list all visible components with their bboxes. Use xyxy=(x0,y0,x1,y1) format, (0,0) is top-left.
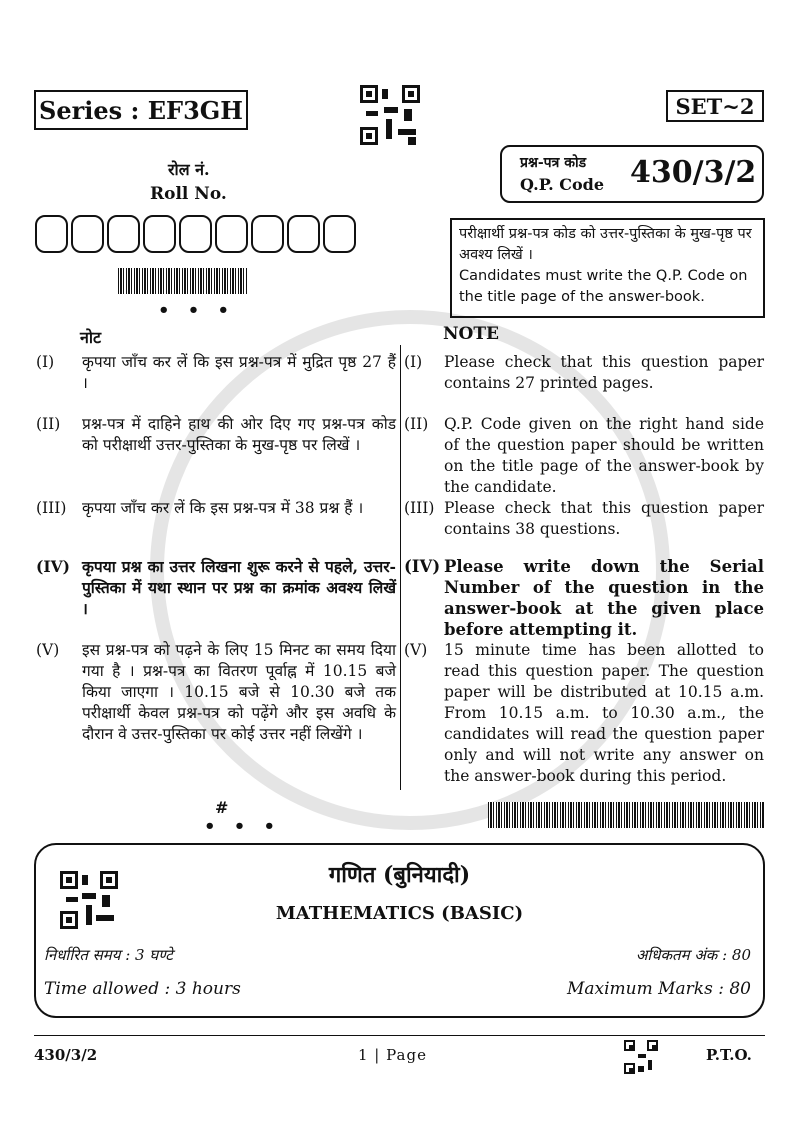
hash-mark: # xyxy=(215,798,229,817)
note-title-hindi: नोट xyxy=(80,328,102,347)
qp-label-hindi: प्रश्न-पत्र कोड xyxy=(520,155,587,171)
note-english-item: (III) Please check that this question paper contains 38 questions. xyxy=(404,499,764,538)
page-number: 1 | Page xyxy=(358,1046,427,1064)
roll-digit-box[interactable] xyxy=(251,215,284,253)
note-hindi-item: (II) प्रश्न-पत्र में दाहिने हाथ की ओर दिए गए प्रश्न-पत्र कोड को परीक्षार्थी उत्तर-पुस्तिका के मुख-पृष्ठ पर लिखें । xyxy=(36,415,396,454)
roll-digit-box[interactable] xyxy=(107,215,140,253)
max-marks-hindi: अधिकतम अंक : 80 xyxy=(635,946,751,964)
note-hindi-item: (V) इस प्रश्न-पत्र को पढ़ने के लिए 15 मिनट का समय दिया गया है । प्रश्न-पत्र का वितरण पूर्वाह्न में 10.15 बजे किया जाएगा । 10.15 बजे से 10.30 बजे तक परीक्षार्थी केवल प्रश्न-पत्र को पढ़ेंगे और इस अवधि के दौरान वे उत्तर-पुस्तिका पर कोई उत्तर नहीं लिखेंगे । xyxy=(36,641,396,743)
note-english-item: (V) 15 minute time has been allotted to read this question paper. The question paper will be distributed at 10.15 a.m. From 10.15 a.m. to 10.30 a.m., the candidates will read the question paper only and will not write any answer on the answer-book during this period. xyxy=(404,641,764,785)
qp-code-box xyxy=(500,145,764,203)
note-english-item: (II) Q.P. Code given on the right hand side of the question paper should be written on the title page of the answer-book by the candidate. xyxy=(404,415,764,496)
roll-digit-box[interactable] xyxy=(71,215,104,253)
time-allowed-hindi: निर्धारित समय : 3 घण्टे xyxy=(44,946,173,964)
max-marks-english: Maximum Marks : 80 xyxy=(566,979,751,999)
footer-rule xyxy=(34,1035,765,1036)
set-box: SET~2 xyxy=(666,90,764,122)
time-allowed-english: Time allowed : 3 hours xyxy=(44,979,241,999)
qr-code-icon xyxy=(624,1040,658,1074)
notice-english: Candidates must write the Q.P. Code on the title page of the answer-book. xyxy=(459,268,748,305)
footer-code: 430/3/2 xyxy=(34,1046,98,1064)
note-english-item: (IV) Please write down the Serial Number of the question in the answer-book at the given place before attempting it. xyxy=(404,557,764,639)
barcode-top xyxy=(118,268,248,294)
note-hindi-item: (I) कृपया जाँच कर लें कि इस प्रश्न-पत्र में मुद्रित पृष्ठ 27 हैं । xyxy=(36,353,396,392)
dots-top: • • • xyxy=(158,300,236,321)
qr-code-icon xyxy=(360,85,420,145)
qp-label-english: Q.P. Code xyxy=(520,175,605,194)
note-english-item: (I) Please check that this question paper contains 27 printed pages. xyxy=(404,353,764,392)
roll-number-boxes[interactable] xyxy=(35,215,356,253)
qp-code: 430/3/2 xyxy=(630,155,757,190)
notice-hindi: परीक्षार्थी प्रश्न-पत्र कोड को उत्तर-पुस्तिका के मुख-पृष्ठ पर अवश्य लिखें । xyxy=(459,226,752,263)
dots-bottom: • • • xyxy=(204,816,282,837)
note-hindi-item: (IV) कृपया प्रश्न का उत्तर लिखना शुरू करने से पहले, उत्तर-पुस्तिका में यथा स्थान पर प्रश्न का क्रमांक अवश्य लिखें । xyxy=(36,557,396,618)
roll-digit-box[interactable] xyxy=(215,215,248,253)
roll-label-english: Roll No. xyxy=(150,184,227,204)
roll-label-hindi: रोल नं. xyxy=(168,160,210,179)
subject-title-english: MATHEMATICS (BASIC) xyxy=(275,903,524,924)
roll-digit-box[interactable] xyxy=(287,215,320,253)
column-divider xyxy=(400,345,401,790)
roll-digit-box[interactable] xyxy=(179,215,212,253)
roll-digit-box[interactable] xyxy=(143,215,176,253)
subject-box xyxy=(34,843,765,1018)
qp-notice-box xyxy=(450,218,765,318)
roll-digit-box[interactable] xyxy=(35,215,68,253)
barcode-bottom xyxy=(488,802,764,828)
note-hindi-item: (III) कृपया जाँच कर लें कि इस प्रश्न-पत्र में 38 प्रश्न हैं । xyxy=(36,499,364,517)
pto-label: P.T.O. xyxy=(706,1046,752,1064)
series-box: Series : EF3GH xyxy=(34,90,248,130)
subject-title-hindi: गणित (बुनियादी) xyxy=(328,862,471,888)
roll-digit-box[interactable] xyxy=(323,215,356,253)
note-title-english: NOTE xyxy=(443,324,499,344)
